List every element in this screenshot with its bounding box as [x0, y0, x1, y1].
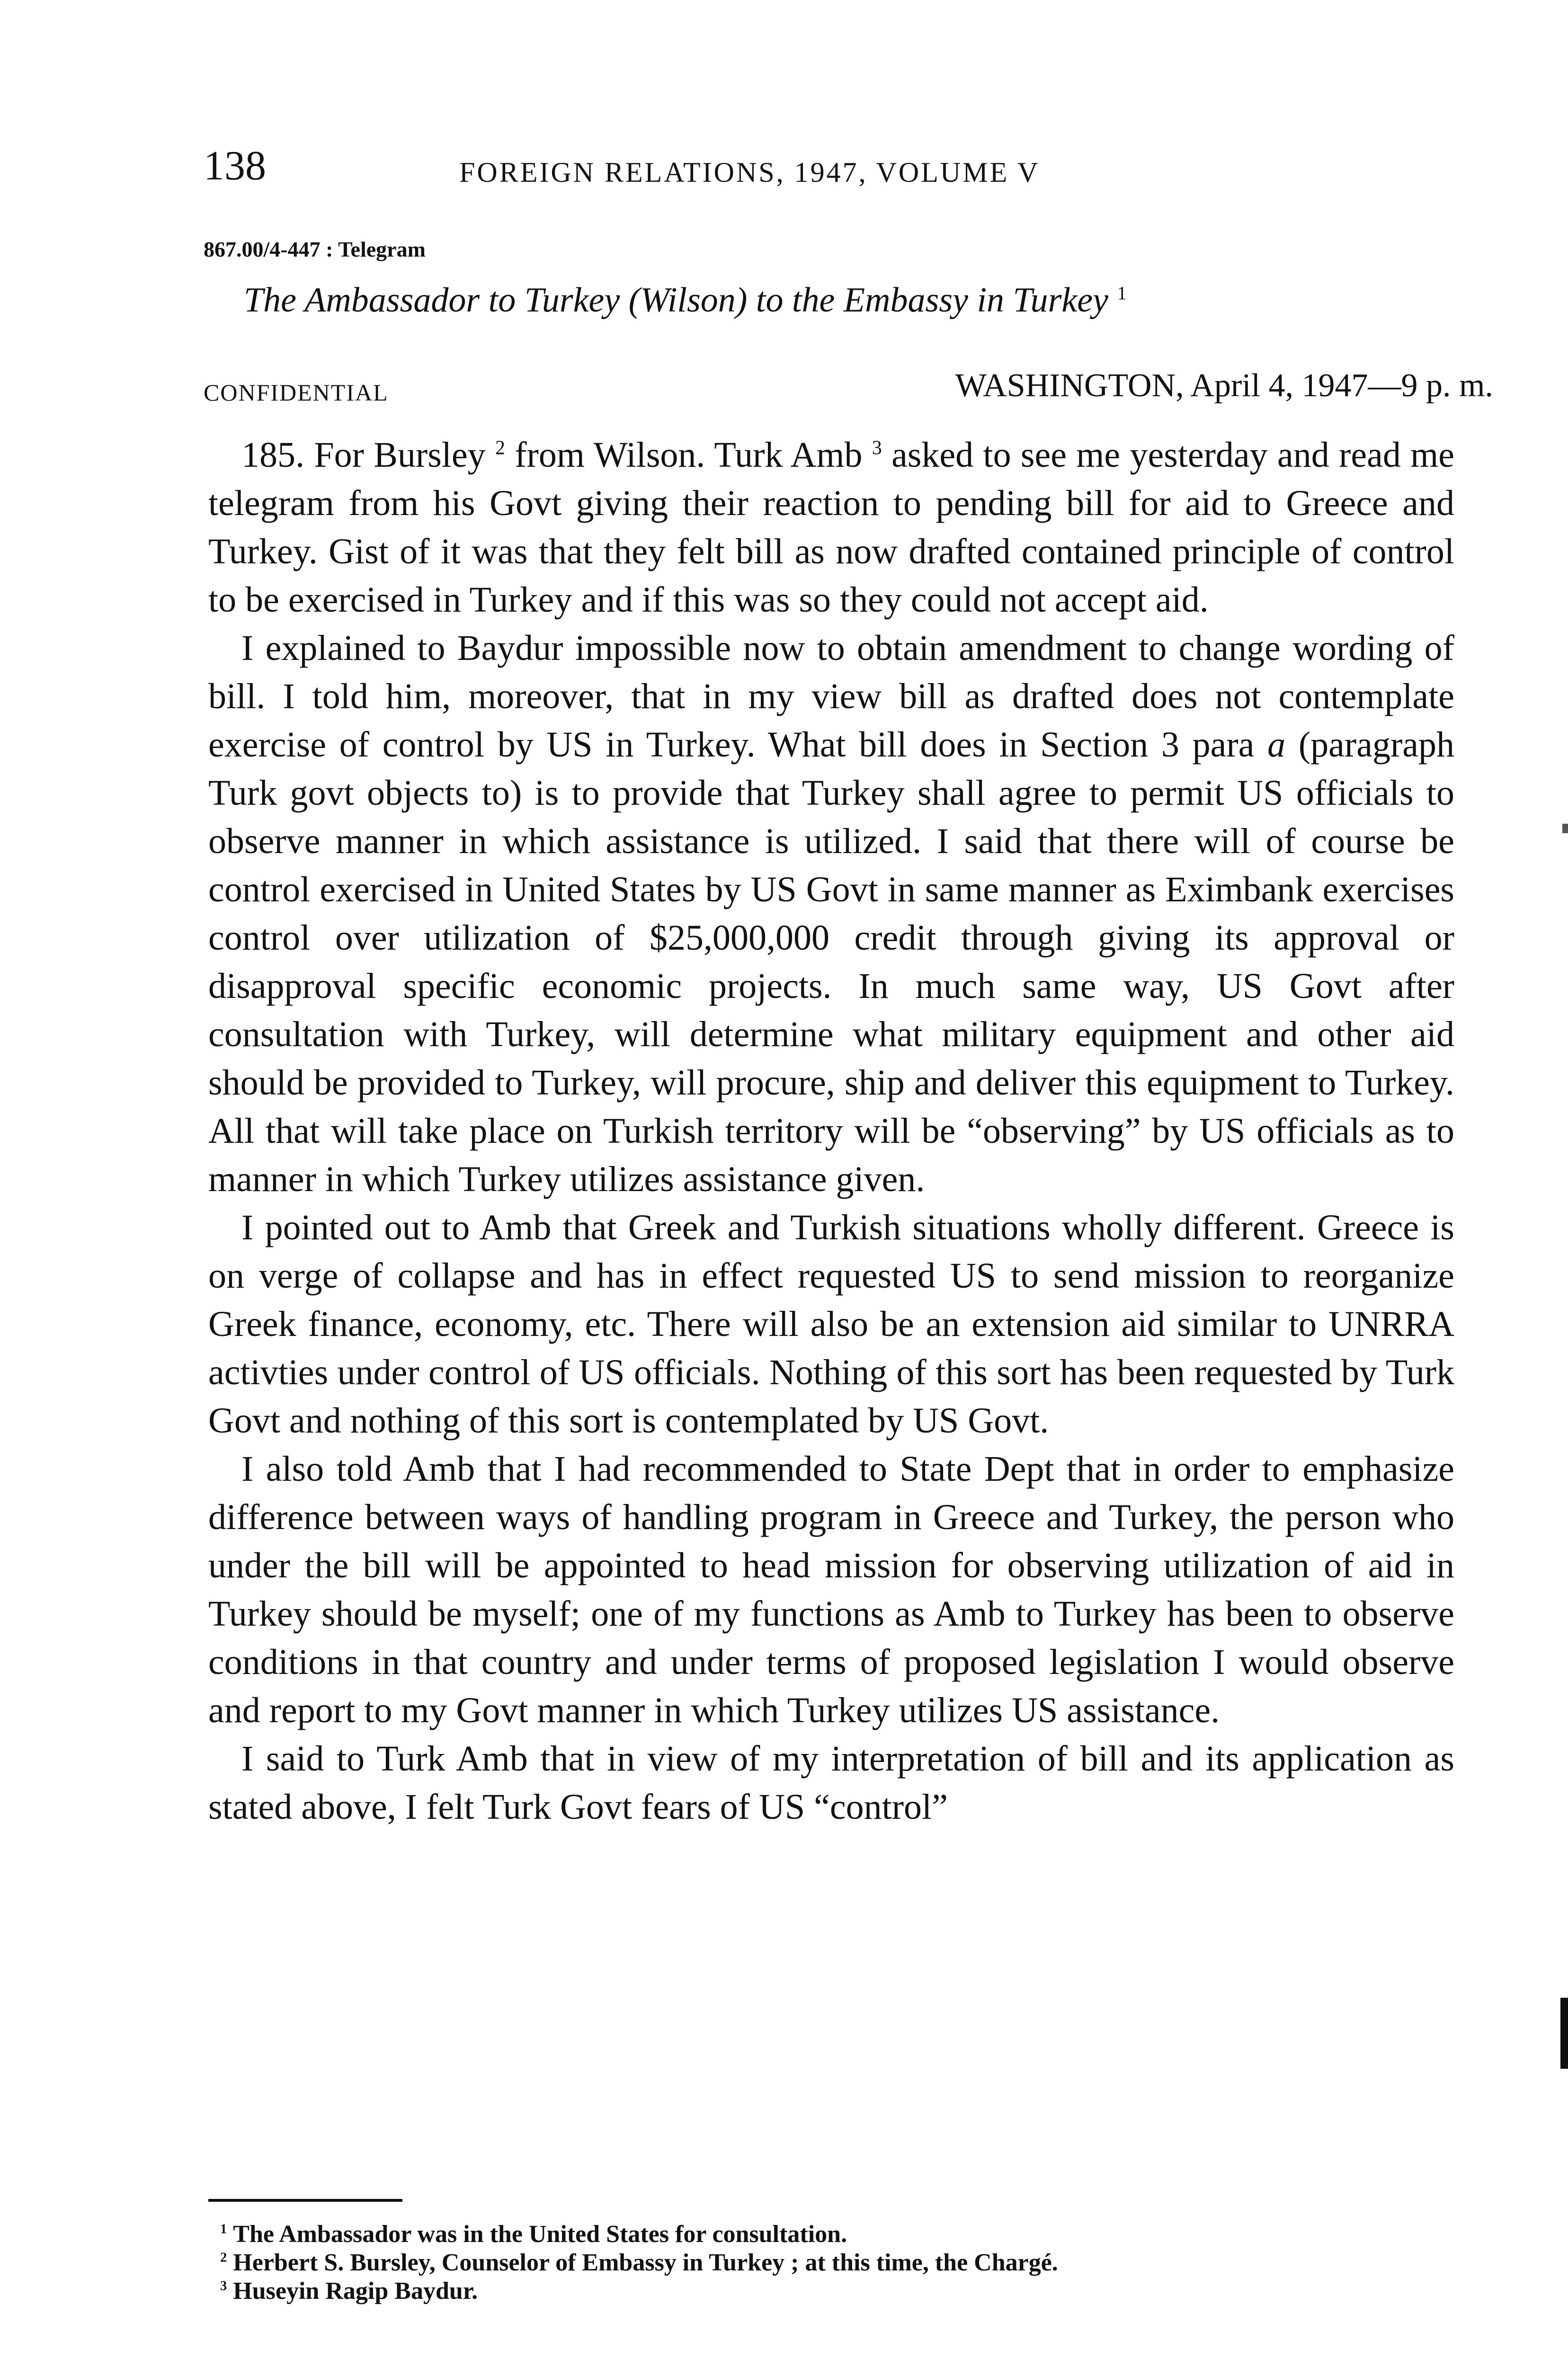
footnotes	[220, 2220, 1451, 2305]
scan-edge-speck	[1562, 824, 1568, 833]
paragraph-1-part-c: asked to see me yesterday and read me telegram from his Govt giving their reaction to pending bill for aid to Greece and Turkey. Gist of it was that they felt bill as now drafted contained principle of control to be exercised in Turkey and if this was so they could not accept aid.	[208, 435, 1454, 620]
paragraph-1	[208, 431, 1454, 624]
paragraph-2-section-letter: a	[1267, 725, 1286, 765]
title-footnote-ref: 1	[1117, 282, 1127, 304]
footnote-3	[220, 2277, 1451, 2305]
document-title	[244, 280, 1475, 320]
running-head: FOREIGN RELATIONS, 1947, VOLUME V	[459, 157, 1040, 188]
footnote-1-text: The Ambassador was in the United States for consultation.	[233, 2221, 847, 2248]
classification-label: CONFIDENTIAL	[204, 379, 389, 406]
paragraph-1-part-b: from Wilson. Turk Amb	[505, 435, 863, 475]
paragraph-2-part-b: (paragraph Turk govt objects to) is to provide that Turkey shall agree to permit US officials to observe manner in which assistance is utilized. I said that there will of course be control exercised in United States by US Govt in same manner as Eximbank exercises control over utilization of $25,000,000 credit through giving its approval or disapproval specific economic projects. In much same way, US Govt after consultation with Turkey, will determine what military equipment and other aid should be provided to Turkey, will procure, ship and deliver this equipment to Turkey. All that will take place on Turkish territory will be “observing” by US officials as to manner in which Turkey utilizes assistance given.	[208, 725, 1454, 1199]
paragraph-3: I pointed out to Amb that Greek and Turkish situations wholly different. Greece is on verge of collapse and has in effect requested US to send mission to reorganize Greek finance, economy, etc. There will also be an extension aid similar to UNRRA activties under control of US officials. Nothing of this sort has been requested by Turk Govt and nothing of this sort is contemplated by US Govt.	[208, 1208, 1454, 1441]
paragraph-2	[208, 624, 1454, 1203]
footnote-2-ref: 2	[220, 2250, 227, 2265]
footnote-1	[220, 2220, 1451, 2249]
footnote-3-text: Huseyin Ragip Baydur.	[233, 2278, 478, 2305]
footnote-3-ref: 3	[220, 2278, 227, 2294]
paragraph-2-part-a: I explained to Baydur impossible now to obtain amendment to change wording of bill. I told him, moreover, that in my view bill as drafted does not contemplate exercise of control by US in Turkey. What bill does in Section 3 para	[208, 628, 1454, 765]
footnote-1-ref: 1	[220, 2222, 227, 2237]
footnote-2	[220, 2249, 1451, 2277]
paragraph-4: I also told Amb that I had recommended to State Dept that in order to emphasize difference between ways of handling program in Greece and Turkey, the person who under the bill will be appointed to head mission for observing utilization of aid in Turkey should be myself; one of my functions as Amb to Turkey has been to observe conditions in that country and under terms of proposed legislation I would observe and report to my Govt manner in which Turkey utilizes US assistance.	[208, 1449, 1454, 1730]
page-header	[204, 142, 1482, 199]
footnote-divider	[208, 2199, 402, 2202]
paragraph-1-part-a: 185. For Bursley	[241, 435, 486, 475]
paragraph-5: I said to Turk Amb that in view of my interpretation of bill and its application as stated above, I felt Turk Govt fears of US “control”	[208, 1739, 1454, 1827]
footnote-ref-2: 2	[495, 437, 505, 459]
document-id: 867.00/4-447 : Telegram	[204, 237, 426, 261]
footnote-2-text: Herbert S. Bursley, Counselor of Embassy in Turkey ; at this time, the Chargé.	[233, 2249, 1058, 2276]
page-number: 138	[204, 143, 266, 189]
footnote-ref-3: 3	[872, 437, 882, 459]
telegram-body	[208, 431, 1454, 1831]
title-text: The Ambassador to Turkey (Wilson) to the Embassy in Turkey	[244, 281, 1108, 320]
dateline: WASHINGTON, April 4, 1947—9 p. m.	[955, 367, 1493, 404]
scan-edge-mark	[1560, 1998, 1568, 2069]
